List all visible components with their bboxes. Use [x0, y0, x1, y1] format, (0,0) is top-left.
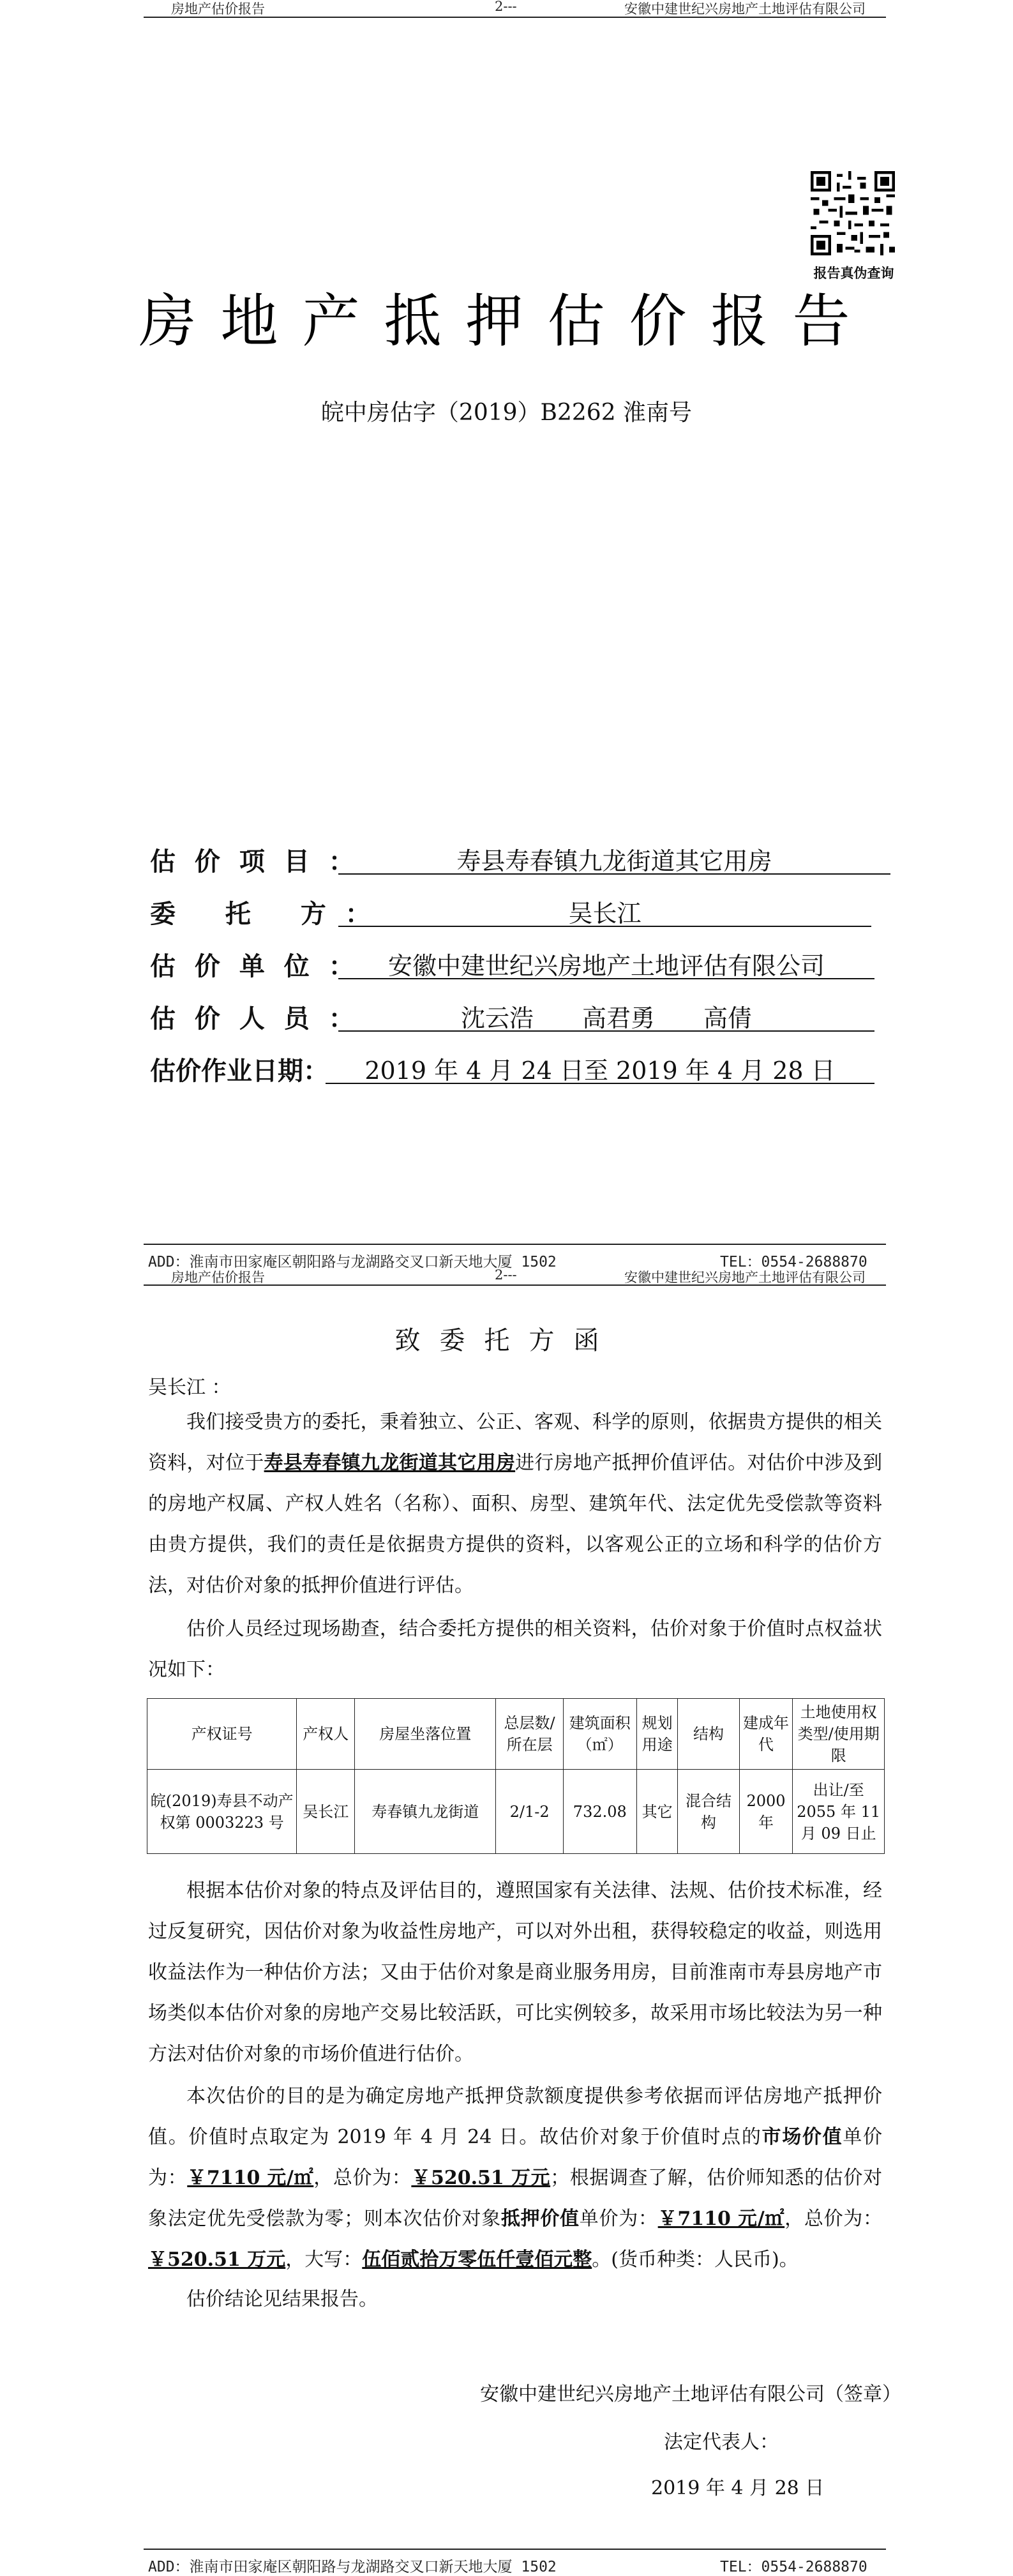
table-header: 产权证号 [147, 1699, 297, 1770]
footer-tel: TEL：0554-2688870 [720, 2559, 867, 2575]
table-cell: 出让/至 2055 年 11 月 09 日止 [793, 1770, 885, 1854]
header-page: 2--- [495, 0, 517, 14]
mortgage-value-label: 抵押价值 [500, 2208, 580, 2230]
table-header: 建筑面积（㎡） [563, 1699, 636, 1770]
signature-representative: 法定代表人： [664, 2431, 779, 2453]
header-rule [144, 1284, 886, 1286]
table-header: 产权人 [297, 1699, 355, 1770]
market-unit-price: ￥7110 元/㎡ [187, 2167, 314, 2189]
table-header-row [147, 1699, 885, 1770]
header-left: 房地产估价报告 [171, 1, 265, 17]
table-cell: 皖(2019)寿县不动产权第 0003223 号 [147, 1770, 297, 1854]
property-table [147, 1698, 885, 1854]
table-header: 结构 [678, 1699, 739, 1770]
table-header: 总层数/所在层 [496, 1699, 563, 1770]
field-label-work-date: 估价作业日期： [150, 1056, 329, 1086]
salutation: 吴长江 ： [148, 1376, 231, 1399]
underline [338, 873, 890, 875]
table-cell: 吴长江 [297, 1770, 355, 1854]
text: 进行房地产抵押价值评估。对估价中涉及到的房地产权属、产权人姓名（名称）、面积、房型、建筑年代、法定优先受偿款等资料由贵方提供，我们的责任是依据贵方提供的资料，以客观公正的立场和科学的估价方法，对估价对象的抵押价值进行评估。 [148, 1452, 883, 1597]
table-header: 规划用途 [636, 1699, 678, 1770]
field-label-client: 委 托 方 ： [150, 899, 376, 929]
field-value-work-date: 2019 年 4 月 24 日至 2019 年 4 月 28 日 [364, 1057, 836, 1085]
paragraph-5: 估价结论见结果报告。 [186, 2288, 378, 2310]
table-header: 土地使用权类型/使用期限 [793, 1699, 885, 1770]
table-cell: 其它 [636, 1770, 678, 1854]
paragraph-2: 估价人员经过现场勘查，结合委托方提供的相关资料，估价对象于价值时点权益状况如下： [148, 1618, 882, 1681]
underline [338, 1030, 874, 1032]
footer-rule [144, 2549, 886, 2550]
table-cell: 混合结构 [678, 1770, 739, 1854]
qr-code-icon [811, 171, 895, 255]
report-title: 房地产抵押估价报告 [139, 288, 874, 355]
header-right: 安徽中建世纪兴房地产土地评估有限公司 [624, 1, 866, 17]
table-header: 建成年代 [739, 1699, 793, 1770]
underline [338, 926, 871, 927]
footer-address: ADD：淮南市田家庵区朝阳路与龙湖路交叉口新天地大厦 1502 [148, 1254, 557, 1270]
market-value-label: 市场价值 [762, 2126, 843, 2148]
field-label-appraisers: 估 价 人 员 ： [150, 1004, 359, 1034]
field-value-client: 吴长江 [568, 900, 642, 928]
document-number: 皖中房估字（2019）B2262 淮南号 [320, 400, 693, 426]
footer-tel: TEL：0554-2688870 [720, 1254, 867, 1270]
qr-caption: 报告真伪查询 [813, 265, 894, 281]
field-value-appraisers: 沈云浩 高君勇 高倩 [460, 1004, 752, 1032]
field-label-project: 估 价 项 目 ： [150, 847, 359, 877]
table-header: 房屋坐落位置 [355, 1699, 496, 1770]
property-name: 寿县寿春镇九龙街道其它用房 [264, 1452, 516, 1474]
mortgage-total-price: ￥520.51 万元 [148, 2248, 286, 2271]
table-cell: 寿春镇九龙街道 [355, 1770, 496, 1854]
header-left: 房地产估价报告 [171, 1270, 265, 1285]
header-page: 2--- [495, 1267, 517, 1283]
table-cell: 732.08 [563, 1770, 636, 1854]
signature-company: 安徽中建世纪兴房地产土地评估有限公司（签章） [480, 2383, 901, 2406]
paragraph-3: 根据本估价对象的特点及评估目的，遵照国家有关法律、法规、估价技术标准，经过反复研究，因估价对象为收益性房地产，可以对外出租，获得较稳定的收益，则选用收益法作为一种估价方法；又由于估价对象是商业服务用房，目前淮南市寿县房地产市场类似本估价对象的房地产交易比较活跃，可比实例较多，故采用市场比较法为另一种方法对估价对象的市场价值进行估价。 [148, 1879, 882, 2065]
market-total-price: ￥520.51 万元 [411, 2167, 551, 2189]
table-cell: 2/1-2 [496, 1770, 563, 1854]
footer-address: ADD：淮南市田家庵区朝阳路与龙湖路交叉口新天地大厦 1502 [148, 2559, 557, 2575]
text: 我们接受贵方的委托，秉着独立、公正、客观、科学的原则，依据贵方提供的相关资料，对位于 [148, 1411, 882, 1474]
underline [326, 1083, 874, 1084]
paragraph-4: 本次估价的目的是为确定房地产抵押贷款额度提供参考依据而评估房地产抵押价值。价值时点取定为 2019 年 4 月 24 日。故估价对象于价值时点的市场价值单价为：￥7110 元/㎡，总价为：￥520.51 万元；根据调查了解，估价师知悉的估价对象法定优先受偿款为零；则本次估价对象抵押价值单价为：￥7110 元/㎡，总价为：￥520.51 万元，大写：伍佰贰拾万零伍仟壹佰元整。(货币种类：人民币)。 [148, 2085, 883, 2271]
table-row [147, 1770, 885, 1854]
mortgage-unit-price: ￥7110 元/㎡ [657, 2208, 785, 2230]
footer-rule [144, 1244, 886, 1245]
table-cell: 2000 年 [739, 1770, 793, 1854]
field-value-appraiser-firm: 安徽中建世纪兴房地产土地评估有限公司 [387, 952, 825, 980]
amount-in-words: 伍佰贰拾万零伍仟壹佰元整 [362, 2248, 592, 2271]
paragraph-1 [148, 1402, 882, 1606]
header-rule [144, 17, 886, 18]
header-right: 安徽中建世纪兴房地产土地评估有限公司 [624, 1270, 866, 1285]
underline [338, 978, 874, 979]
signature-date: 2019 年 4 月 28 日 [651, 2477, 825, 2499]
field-value-project: 寿县寿春镇九龙街道其它用房 [456, 847, 772, 875]
letter-title: 致委托方函 [394, 1326, 619, 1355]
field-label-appraiser-firm: 估 价 单 位 ： [150, 951, 359, 981]
